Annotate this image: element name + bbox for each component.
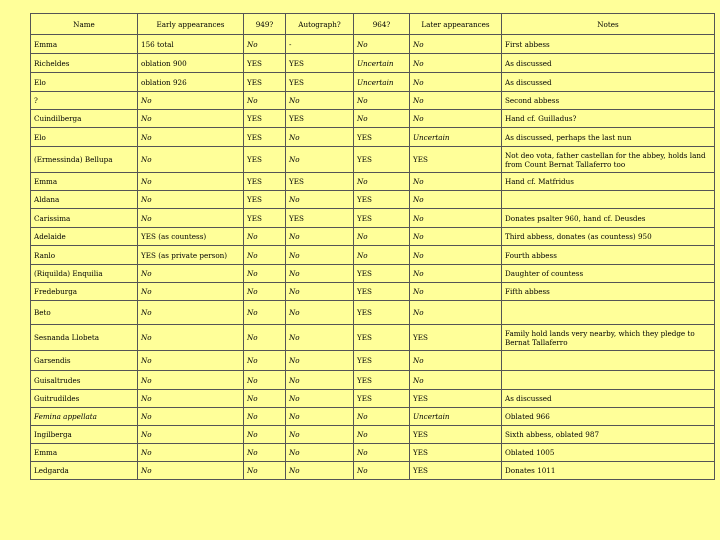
cell-name: Ingilberga xyxy=(31,426,138,444)
cell-name: Sesnanda Llobeta xyxy=(31,325,138,351)
cell-name: Elo xyxy=(31,128,138,147)
table-row xyxy=(31,173,715,191)
cell-early-appearances: No xyxy=(138,426,244,444)
nuns-table xyxy=(30,13,715,480)
cell-early-appearances: No xyxy=(138,191,244,209)
cell-949: No xyxy=(244,371,286,390)
cell-autograph: - xyxy=(286,35,354,54)
cell-later-appearances: YES xyxy=(410,390,502,408)
cell-964: YES xyxy=(354,390,410,408)
cell-964: No xyxy=(354,444,410,462)
cell-autograph: No xyxy=(286,301,354,325)
cell-later-appearances: No xyxy=(410,173,502,191)
cell-autograph: No xyxy=(286,128,354,147)
cell-949: No xyxy=(244,228,286,246)
cell-early-appearances: No xyxy=(138,371,244,390)
cell-949: YES xyxy=(244,209,286,228)
table-row xyxy=(31,408,715,426)
cell-name: Guitrudildes xyxy=(31,390,138,408)
cell-notes xyxy=(502,351,715,371)
cell-964: No xyxy=(354,408,410,426)
cell-autograph: No xyxy=(286,147,354,173)
cell-notes: Hand cf. Guilladus? xyxy=(502,110,715,128)
cell-notes xyxy=(502,301,715,325)
cell-964: No xyxy=(354,35,410,54)
header-964: 964? xyxy=(354,14,410,35)
cell-early-appearances: No xyxy=(138,283,244,301)
table-row xyxy=(31,444,715,462)
cell-later-appearances: No xyxy=(410,283,502,301)
cell-early-appearances: No xyxy=(138,301,244,325)
cell-later-appearances: No xyxy=(410,35,502,54)
cell-early-appearances: No xyxy=(138,390,244,408)
cell-early-appearances: No xyxy=(138,147,244,173)
cell-notes xyxy=(502,371,715,390)
cell-autograph: YES xyxy=(286,110,354,128)
table-row xyxy=(31,110,715,128)
header-949: 949? xyxy=(244,14,286,35)
cell-early-appearances: 156 total xyxy=(138,35,244,54)
cell-949: YES xyxy=(244,73,286,92)
cell-autograph: No xyxy=(286,265,354,283)
cell-later-appearances: No xyxy=(410,209,502,228)
cell-notes: Oblated 1005 xyxy=(502,444,715,462)
cell-964: YES xyxy=(354,265,410,283)
cell-949: YES xyxy=(244,128,286,147)
cell-autograph: YES xyxy=(286,173,354,191)
cell-notes: Not deo vota, father castellan for the abbey, holds land from Count Bernat Tallaferro too xyxy=(502,147,715,173)
cell-964: YES xyxy=(354,325,410,351)
cell-autograph: No xyxy=(286,371,354,390)
cell-later-appearances: No xyxy=(410,228,502,246)
header-name: Name xyxy=(31,14,138,35)
cell-949: No xyxy=(244,351,286,371)
cell-949: YES xyxy=(244,173,286,191)
cell-949: No xyxy=(244,390,286,408)
cell-name: Garsendis xyxy=(31,351,138,371)
cell-964: Uncertain xyxy=(354,54,410,73)
cell-early-appearances: No xyxy=(138,408,244,426)
cell-later-appearances: YES xyxy=(410,462,502,480)
cell-notes: As discussed xyxy=(502,54,715,73)
cell-later-appearances: No xyxy=(410,351,502,371)
cell-later-appearances: No xyxy=(410,54,502,73)
table-row xyxy=(31,92,715,110)
cell-early-appearances: No xyxy=(138,444,244,462)
cell-notes: Hand cf. Matfridus xyxy=(502,173,715,191)
cell-name: Aldana xyxy=(31,191,138,209)
cell-later-appearances: No xyxy=(410,191,502,209)
cell-964: No xyxy=(354,246,410,265)
cell-notes: Sixth abbess, oblated 987 xyxy=(502,426,715,444)
table-row xyxy=(31,325,715,351)
cell-autograph: YES xyxy=(286,73,354,92)
table-row xyxy=(31,246,715,265)
table-row xyxy=(31,265,715,283)
cell-964: YES xyxy=(354,191,410,209)
cell-949: No xyxy=(244,35,286,54)
cell-early-appearances: No xyxy=(138,92,244,110)
cell-name: Emma xyxy=(31,444,138,462)
cell-name: Emma xyxy=(31,173,138,191)
cell-964: Uncertain xyxy=(354,73,410,92)
cell-name: (Ermessinda) Bellupa xyxy=(31,147,138,173)
cell-name: Cuindilberga xyxy=(31,110,138,128)
table-row xyxy=(31,390,715,408)
cell-notes: As discussed xyxy=(502,390,715,408)
table-row xyxy=(31,191,715,209)
cell-early-appearances: No xyxy=(138,173,244,191)
cell-949: No xyxy=(244,265,286,283)
header-later-appearances: Later appearances xyxy=(410,14,502,35)
cell-early-appearances: No xyxy=(138,462,244,480)
table-row xyxy=(31,301,715,325)
table-row xyxy=(31,209,715,228)
cell-notes: Fifth abbess xyxy=(502,283,715,301)
cell-autograph: No xyxy=(286,444,354,462)
cell-early-appearances: oblation 926 xyxy=(138,73,244,92)
cell-early-appearances: No xyxy=(138,265,244,283)
cell-name: Ledgarda xyxy=(31,462,138,480)
header-notes: Notes xyxy=(502,14,715,35)
cell-autograph: No xyxy=(286,390,354,408)
table-row xyxy=(31,147,715,173)
cell-autograph: No xyxy=(286,92,354,110)
cell-notes: Third abbess, donates (as countess) 950 xyxy=(502,228,715,246)
cell-964: No xyxy=(354,173,410,191)
cell-notes: Fourth abbess xyxy=(502,246,715,265)
cell-early-appearances: No xyxy=(138,209,244,228)
cell-949: No xyxy=(244,426,286,444)
cell-notes: Second abbess xyxy=(502,92,715,110)
table-row xyxy=(31,54,715,73)
header-autograph: Autograph? xyxy=(286,14,354,35)
cell-notes: Oblated 966 xyxy=(502,408,715,426)
cell-949: YES xyxy=(244,110,286,128)
cell-later-appearances: No xyxy=(410,371,502,390)
table-row xyxy=(31,35,715,54)
cell-964: No xyxy=(354,228,410,246)
cell-notes: As discussed, perhaps the last nun xyxy=(502,128,715,147)
cell-autograph: No xyxy=(286,325,354,351)
cell-949: No xyxy=(244,301,286,325)
cell-949: No xyxy=(244,325,286,351)
cell-early-appearances: YES (as private person) xyxy=(138,246,244,265)
table-row xyxy=(31,128,715,147)
cell-964: No xyxy=(354,92,410,110)
cell-name: Richeldes xyxy=(31,54,138,73)
cell-early-appearances: YES (as countess) xyxy=(138,228,244,246)
table-row xyxy=(31,351,715,371)
cell-name: Ranlo xyxy=(31,246,138,265)
table-row xyxy=(31,371,715,390)
cell-name: Carissima xyxy=(31,209,138,228)
cell-autograph: No xyxy=(286,462,354,480)
cell-later-appearances: YES xyxy=(410,325,502,351)
cell-name: (Riquilda) Enquilia xyxy=(31,265,138,283)
cell-early-appearances: No xyxy=(138,128,244,147)
cell-later-appearances: YES xyxy=(410,147,502,173)
cell-964: YES xyxy=(354,301,410,325)
cell-949: No xyxy=(244,408,286,426)
cell-949: No xyxy=(244,462,286,480)
cell-later-appearances: No xyxy=(410,110,502,128)
table-row xyxy=(31,426,715,444)
cell-964: YES xyxy=(354,209,410,228)
cell-autograph: YES xyxy=(286,209,354,228)
cell-autograph: No xyxy=(286,246,354,265)
cell-notes: Family hold lands very nearby, which they pledge to Bernat Tallaferro xyxy=(502,325,715,351)
table-row xyxy=(31,73,715,92)
cell-notes: As discussed xyxy=(502,73,715,92)
cell-autograph: No xyxy=(286,426,354,444)
cell-964: No xyxy=(354,426,410,444)
cell-notes: Daughter of countess xyxy=(502,265,715,283)
cell-name: Femina appellata xyxy=(31,408,138,426)
cell-notes xyxy=(502,191,715,209)
table-container xyxy=(30,13,714,480)
cell-964: YES xyxy=(354,128,410,147)
cell-later-appearances: Uncertain xyxy=(410,128,502,147)
cell-949: No xyxy=(244,283,286,301)
cell-name: Emma xyxy=(31,35,138,54)
cell-964: YES xyxy=(354,283,410,301)
cell-name: Elo xyxy=(31,73,138,92)
table-row xyxy=(31,228,715,246)
cell-autograph: No xyxy=(286,283,354,301)
cell-early-appearances: No xyxy=(138,325,244,351)
cell-949: No xyxy=(244,246,286,265)
cell-autograph: No xyxy=(286,191,354,209)
table-row xyxy=(31,283,715,301)
cell-name: ? xyxy=(31,92,138,110)
cell-949: No xyxy=(244,92,286,110)
cell-later-appearances: No xyxy=(410,73,502,92)
cell-name: Beto xyxy=(31,301,138,325)
cell-964: No xyxy=(354,462,410,480)
table-body xyxy=(31,35,715,480)
cell-964: YES xyxy=(354,371,410,390)
cell-964: No xyxy=(354,110,410,128)
cell-early-appearances: No xyxy=(138,351,244,371)
cell-949: YES xyxy=(244,54,286,73)
cell-964: YES xyxy=(354,351,410,371)
cell-notes: Donates psalter 960, hand cf. Deusdes xyxy=(502,209,715,228)
cell-later-appearances: No xyxy=(410,92,502,110)
cell-notes: Donates 1011 xyxy=(502,462,715,480)
header-row xyxy=(31,14,715,35)
cell-later-appearances: No xyxy=(410,265,502,283)
cell-autograph: No xyxy=(286,228,354,246)
cell-later-appearances: Uncertain xyxy=(410,408,502,426)
cell-autograph: YES xyxy=(286,54,354,73)
cell-949: YES xyxy=(244,191,286,209)
header-early-appearances: Early appearances xyxy=(138,14,244,35)
cell-early-appearances: oblation 900 xyxy=(138,54,244,73)
cell-later-appearances: No xyxy=(410,246,502,265)
cell-949: YES xyxy=(244,147,286,173)
cell-early-appearances: No xyxy=(138,110,244,128)
cell-autograph: No xyxy=(286,408,354,426)
cell-later-appearances: YES xyxy=(410,426,502,444)
cell-name: Guisaltrudes xyxy=(31,371,138,390)
cell-name: Adelaide xyxy=(31,228,138,246)
cell-later-appearances: YES xyxy=(410,444,502,462)
cell-949: No xyxy=(244,444,286,462)
cell-later-appearances: No xyxy=(410,301,502,325)
cell-name: Fredeburga xyxy=(31,283,138,301)
cell-964: YES xyxy=(354,147,410,173)
cell-notes: First abbess xyxy=(502,35,715,54)
table-row xyxy=(31,462,715,480)
cell-autograph: No xyxy=(286,351,354,371)
